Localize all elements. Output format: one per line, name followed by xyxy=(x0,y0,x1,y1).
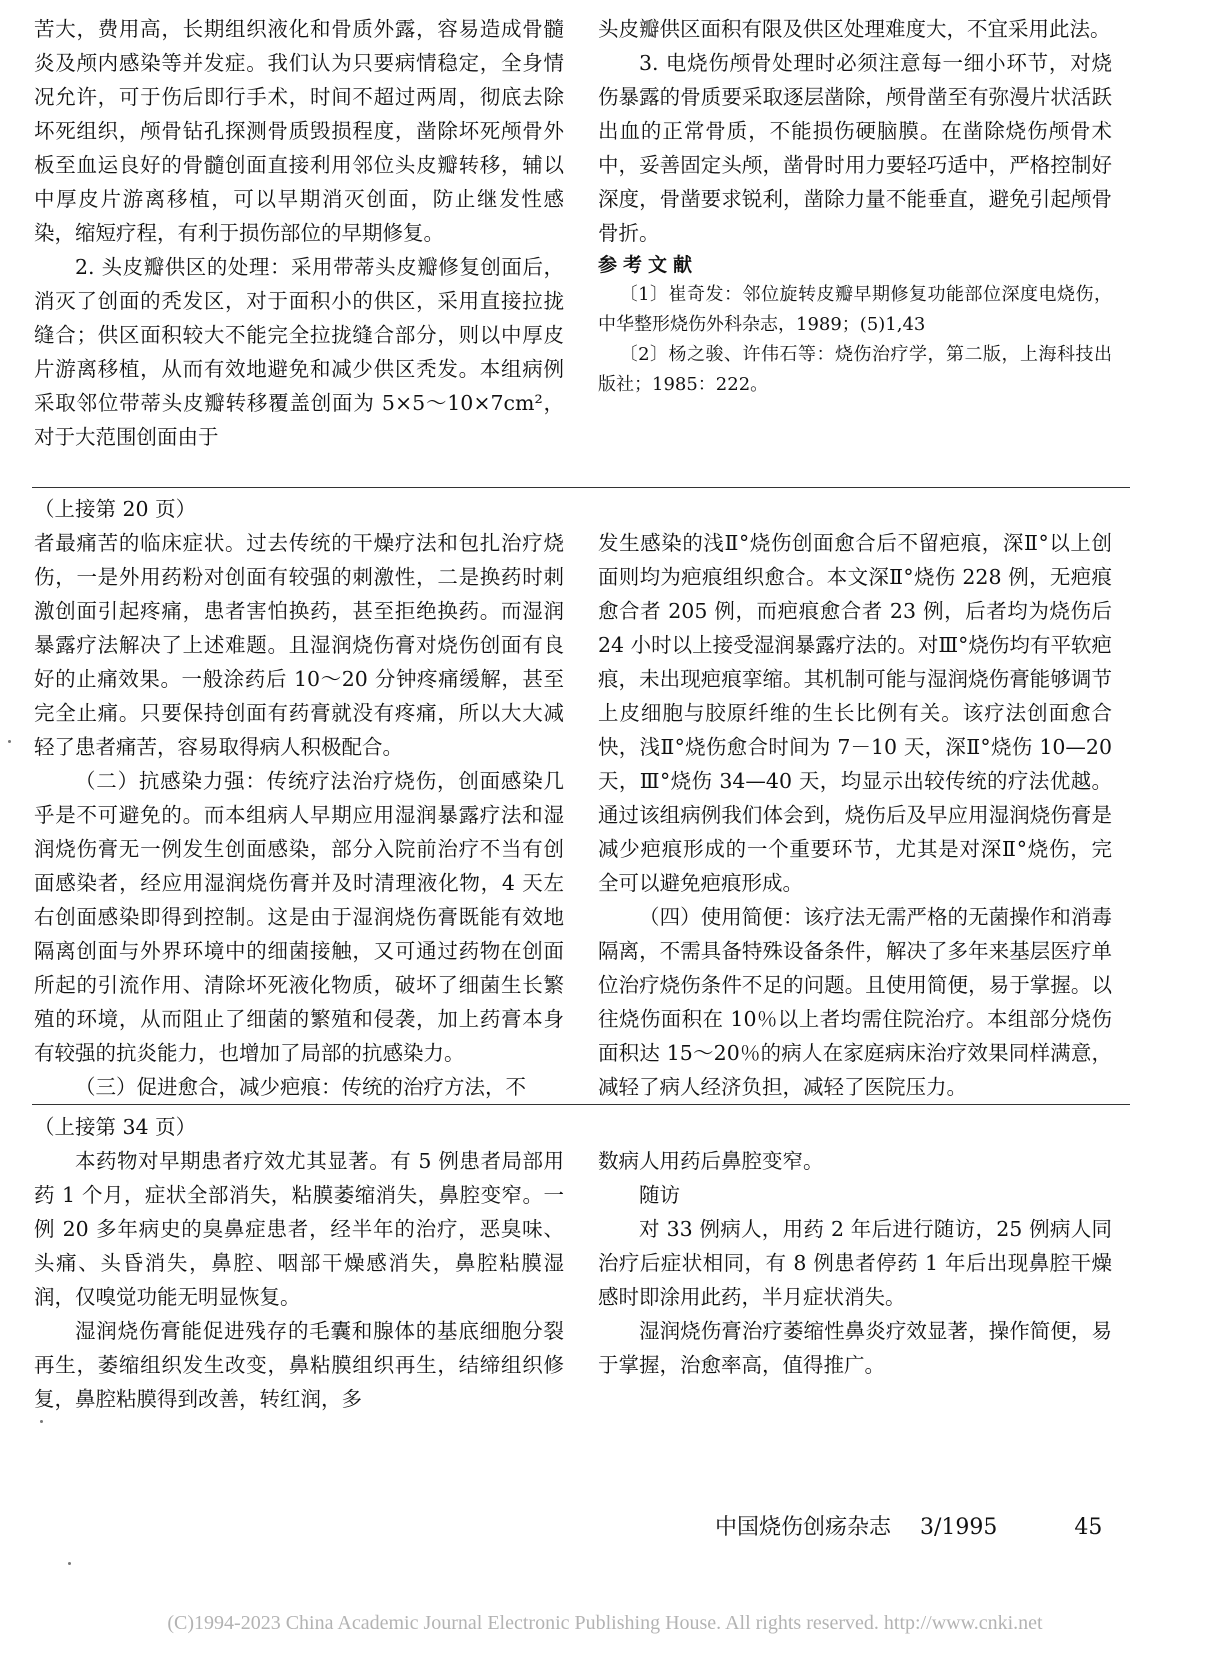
copyright-notice: (C)1994-2023 China Academic Journal Electronic Publishing House. All rights reserved. http://www.cnki.net xyxy=(167,1612,1043,1634)
right-column xyxy=(598,12,1112,400)
scan-mark xyxy=(68,1562,71,1565)
references-title: 参考文献 xyxy=(598,254,699,276)
reference-item: 〔2〕杨之骏、许伟石等：烧伤治疗学，第二版，上海科技出版社；1985：222。 xyxy=(598,344,1112,395)
scan-mark xyxy=(8,740,11,743)
section-divider xyxy=(32,1104,1130,1105)
paragraph: （二）抗感染力强：传统疗法治疗烧伤，创面感染几乎是不可避免的。而本组病人早期应用湿润暴露疗法和湿润烧伤膏无一例发生创面感染，部分入院前治疗不当有创面感染者，经应用湿润烧伤膏并及时清理液化物，4 天左右创面感染即得到控制。这是由于湿润烧伤膏既能有效地隔离创面与外界环境中的细菌接触，又可通过药物在创面所起的引流作用、清除坏死液化物质，破坏了细菌生长繁殖的环境，从而阻止了细菌的繁殖和侵袭，加上药膏本身有较强的抗炎能力，也增加了局部的抗感染力。 xyxy=(34,769,564,1065)
left-column xyxy=(34,1144,564,1416)
journal-name: 中国烧伤创疡杂志 xyxy=(715,1515,892,1540)
paragraph: 头皮瓣供区面积有限及供区处理难度大，不宜采用此法。 xyxy=(598,17,1111,41)
paragraph: 3. 电烧伤颅骨处理时必须注意每一细小环节，对烧伤暴露的骨质要采取逐层凿除，颅骨凿至有弥漫片状活跃出血的正常骨质，不能损伤硬脑膜。在凿除烧伤颅骨术中，妥善固定头颅，凿骨时用力要轻巧适中，严格控制好深度，骨凿要求锐利，凿除力量不能垂直，避免引起颅骨骨折。 xyxy=(598,51,1112,245)
reference-item: 〔1〕崔奇发：邻位旋转皮瓣早期修复功能部位深度电烧伤，中华整形烧伤外科杂志，1989；(5)1,43 xyxy=(598,284,1112,335)
paragraph: 者最痛苦的临床症状。过去传统的干燥疗法和包扎治疗烧伤，一是外用药粉对创面有较强的刺激性，二是换药时刺激创面引起疼痛，患者害怕换药，甚至拒绝换药。而湿润暴露疗法解决了上述难题。且湿润烧伤膏对烧伤创面有良好的止痛效果。一般涂药后 10～20 分钟疼痛缓解，甚至完全止痛。只要保持创面有药膏就没有疼痛，所以大大减轻了患者痛苦，容易取得病人积极配合。 xyxy=(34,531,564,759)
paragraph: 苦大，费用高，长期组织液化和骨质外露，容易造成骨髓炎及颅内感染等并发症。我们认为只要病情稳定，全身情况允许，可于伤后即行手术，时间不超过两周，彻底去除坏死组织，颅骨钻孔探测骨质毁损程度，凿除坏死颅骨外板至血运良好的骨髓创面直接利用邻位头皮瓣转移，辅以中厚皮片游离移植，可以早期消灭创面，防止继发性感染，缩短疗程，有利于损伤部位的早期修复。 xyxy=(34,17,564,245)
paragraph: 对 33 例病人，用药 2 年后进行随访，25 例病人同治疗后症状相同，有 8 例患者停药 1 年后出现鼻腔干燥感时即涂用此药，半月症状消失。 xyxy=(598,1217,1112,1309)
paragraph: （三）促进愈合，减少疤痕：传统的治疗方法，不 xyxy=(75,1075,526,1099)
right-column xyxy=(598,526,1112,1104)
scan-mark xyxy=(40,1420,43,1423)
paragraph: 湿润烧伤膏能促进残存的毛囊和腺体的基底细胞分裂再生，萎缩组织发生改变，鼻粘膜组织再生，结缔组织修复，鼻腔粘膜得到改善，转红润，多 xyxy=(34,1319,564,1411)
paragraph: 数病人用药后鼻腔变窄。 xyxy=(598,1149,824,1173)
paragraph: 发生感染的浅Ⅱ°烧伤创面愈合后不留疤痕，深Ⅱ°以上创面则均为疤痕组织愈合。本文深Ⅱ°烧伤 228 例，无疤痕愈合者 205 例，而疤痕愈合者 23 例，后者均为烧伤后 24 小时以上接受湿润暴露疗法的。对Ⅲ°烧伤均有平软疤痕，未出现疤痕挛缩。其机制可能与湿润烧伤膏能够调节上皮细胞与胶原纤维的生长比例有关。该疗法创面愈合快，浅Ⅱ°烧伤愈合时间为 7－10 天，深Ⅱ°烧伤 10—20 天，Ⅲ°烧伤 34—40 天，均显示出较传统的疗法优越。通过该组病例我们体会到，烧伤后及早应用湿润烧伤膏是减少疤痕形成的一个重要环节，尤其是对深Ⅱ°烧伤，完全可以避免疤痕形成。 xyxy=(598,531,1112,895)
left-column xyxy=(34,526,564,1104)
page-number: 45 xyxy=(1074,1515,1103,1540)
section-divider xyxy=(32,487,1130,488)
left-column xyxy=(34,12,564,454)
paragraph: （四）使用简便：该疗法无需严格的无菌操作和消毒隔离，不需具备特殊设备条件，解决了多年来基层医疗单位治疗烧伤条件不足的问题。且使用简便，易于掌握。以往烧伤面积在 10％以上者均需住院治疗。本组部分烧伤面积达 15～20％的病人在家庭病床治疗效果同样满意，减轻了病人经济负担，减轻了医院压力。 xyxy=(598,905,1112,1099)
issue-number: 3/1995 xyxy=(920,1515,998,1540)
continued-from-note: （上接第 34 页） xyxy=(34,1115,197,1139)
paragraph: 本药物对早期患者疗效尤其显著。有 5 例患者局部用药 1 个月，症状全部消失，粘膜萎缩消失，鼻腔变窄。一例 20 多年病史的臭鼻症患者，经半年的治疗，恶臭味、头痛、头昏消失，鼻腔、咽部干燥感消失，鼻腔粘膜湿润，仅嗅觉功能无明显恢复。 xyxy=(34,1149,564,1309)
subheading: 随访 xyxy=(639,1183,680,1207)
page-footer xyxy=(715,1510,1102,1541)
continued-from-note: （上接第 20 页） xyxy=(34,497,197,521)
paragraph: 2. 头皮瓣供区的处理：采用带蒂头皮瓣修复创面后，消灭了创面的秃发区，对于面积小的供区，采用直接拉拢缝合；供区面积较大不能完全拉拢缝合部分，则以中厚皮片游离移植，从而有效地避免和减少供区秃发。本组病例采取邻位带蒂头皮瓣转移覆盖创面为 5×5～10×7cm²，对于大范围创面由于 xyxy=(34,255,564,449)
paragraph: 湿润烧伤膏治疗萎缩性鼻炎疗效显著，操作简便，易于掌握，治愈率高，值得推广。 xyxy=(598,1319,1112,1377)
right-column xyxy=(598,1144,1112,1382)
